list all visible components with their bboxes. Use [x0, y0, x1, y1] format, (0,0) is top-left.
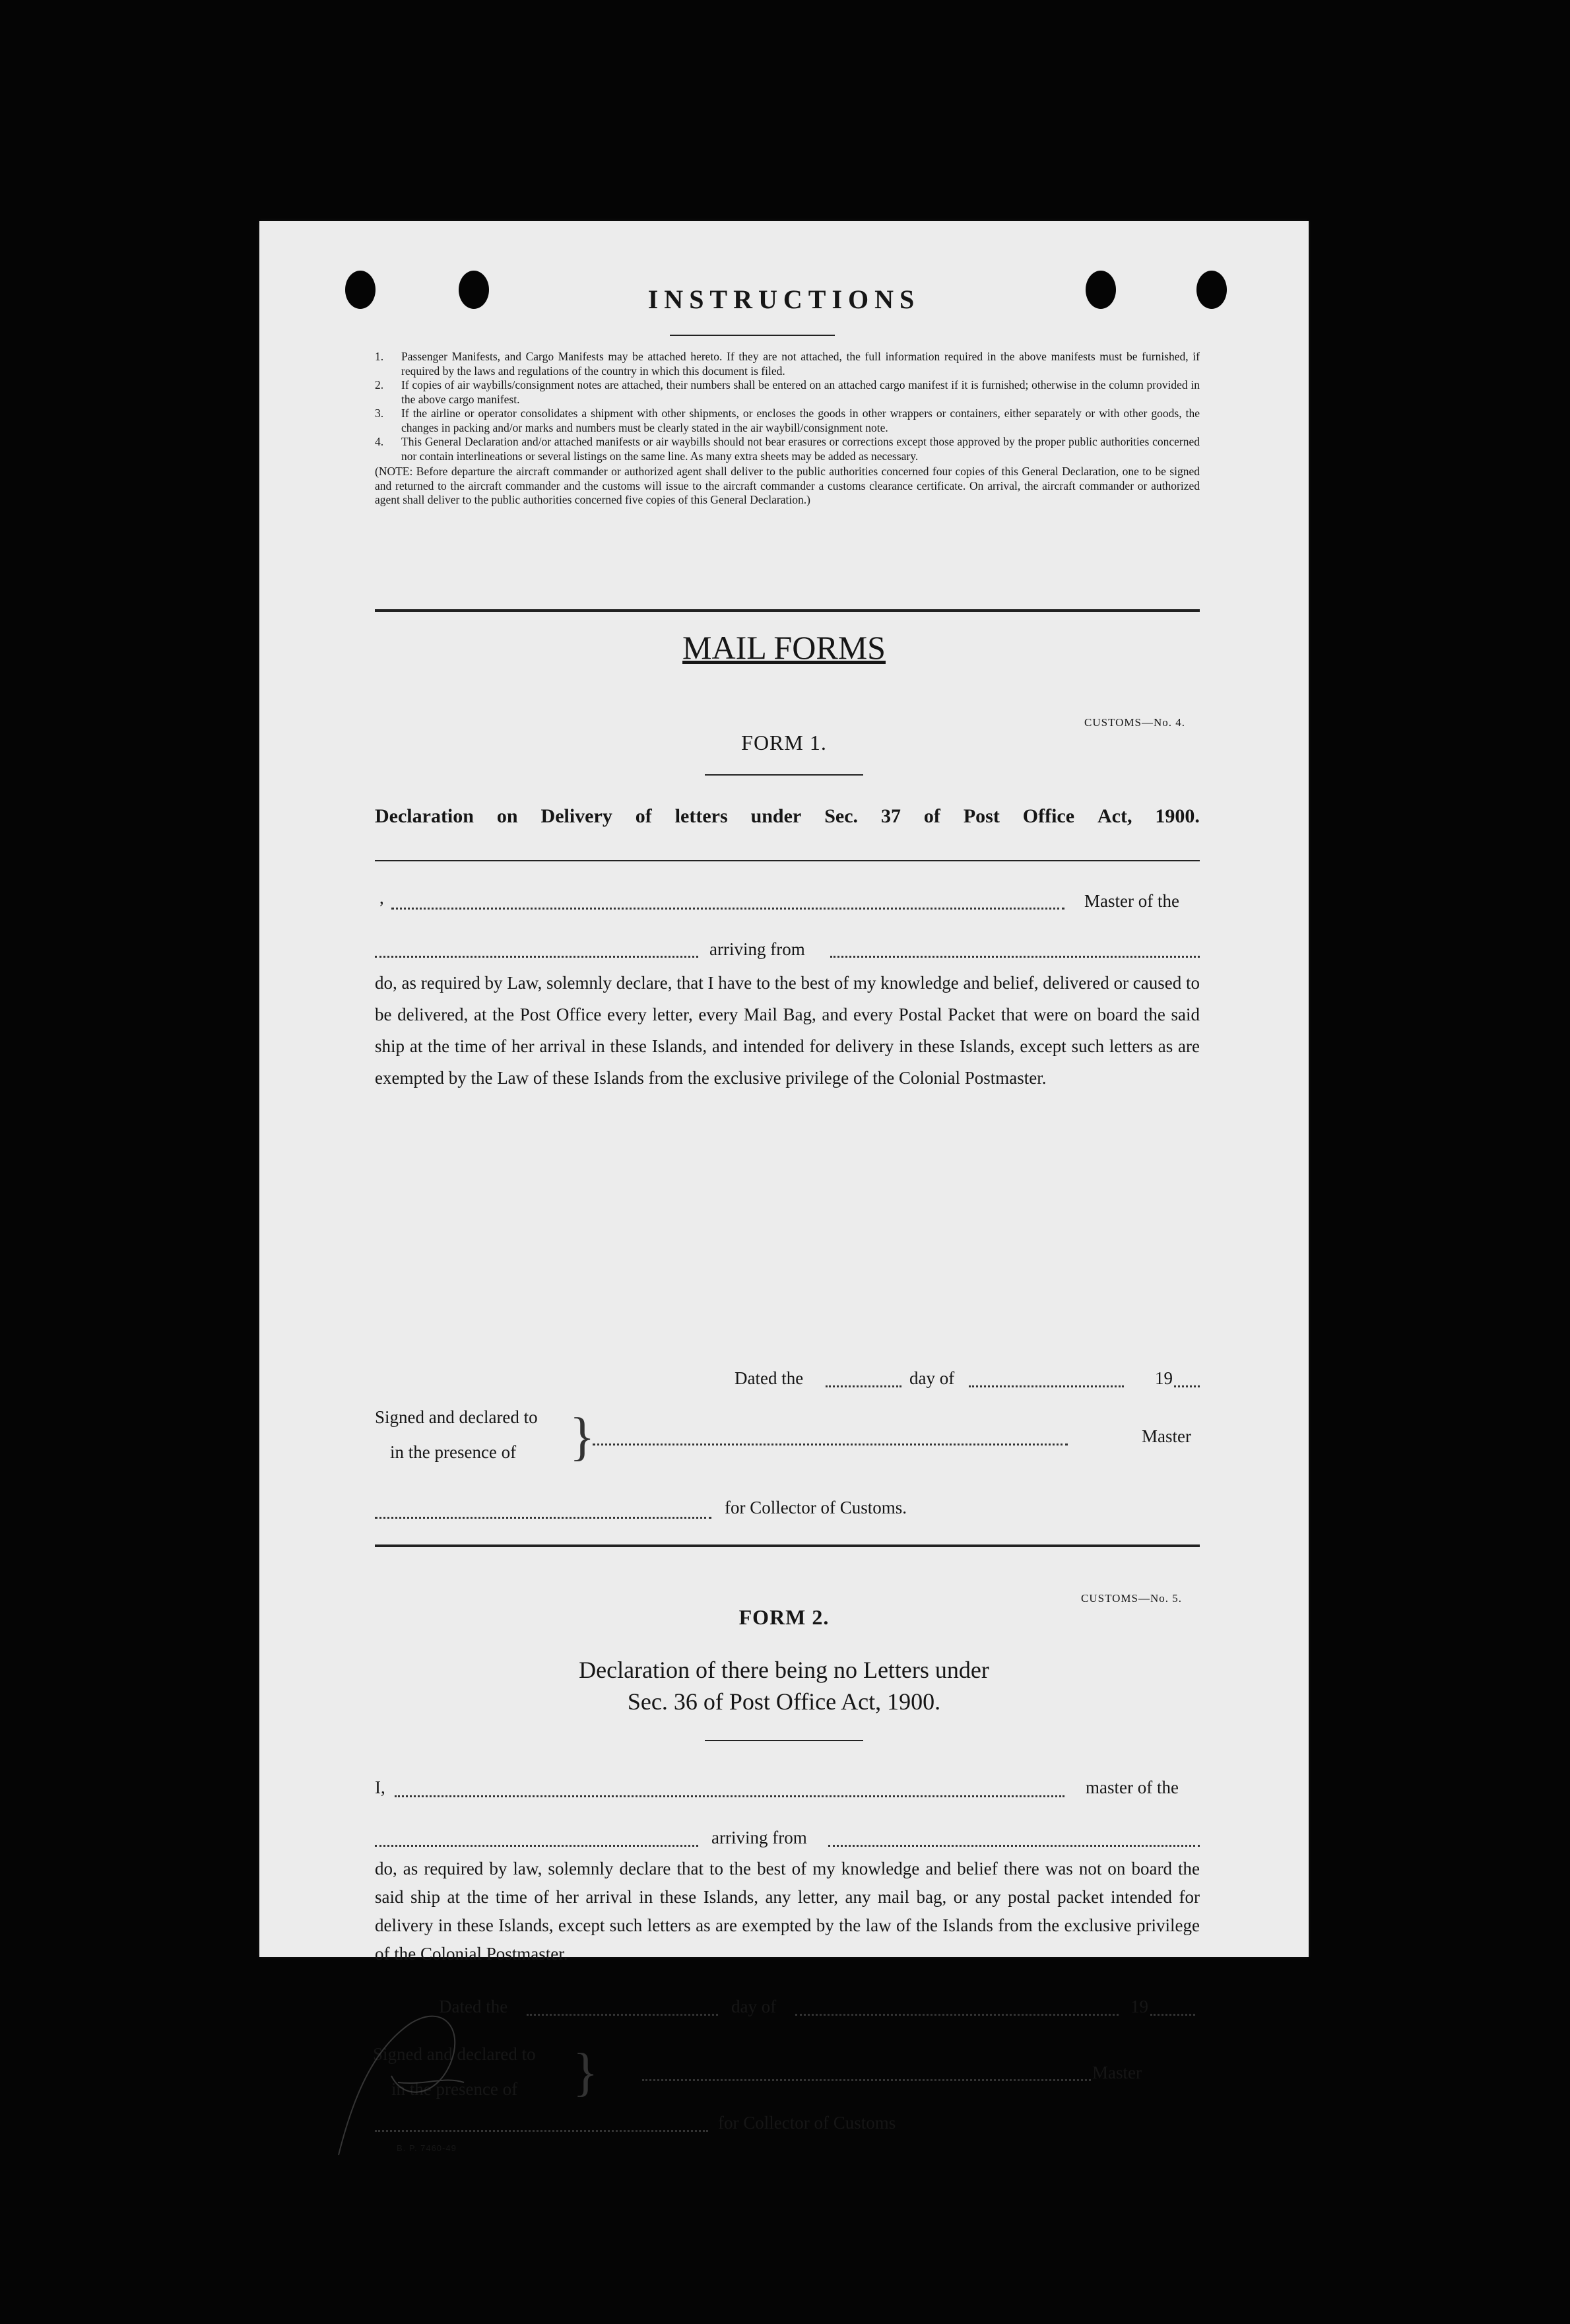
- form2-signed-line1: Signed and declared to: [373, 2044, 536, 2064]
- instruction-text: If the airline or operator consolidates a shipment with other shipments, or encloses the goods in other wrappers or containers, either separately or with other goods, the changes in packing and/or marks and numbers must be clearly stated in the air waybill/consignment note.: [401, 407, 1200, 434]
- instruction-text: This General Declaration and/or attached manifests or air waybills should not bear erasures or corrections except those approved by the proper public authorities concerned nor contain interlineations or several listings on the same line. As many extra sheets may be added as necessary.: [401, 435, 1200, 463]
- form2-day-field[interactable]: [527, 2014, 718, 2016]
- form2-title-underline: [705, 1740, 863, 1741]
- form2-collector-label: for Collector of Customs: [718, 2113, 896, 2133]
- instructions-title: INSTRUCTIONS: [647, 284, 921, 314]
- heading-word: on: [496, 805, 518, 827]
- form2-month-field[interactable]: [795, 2014, 1119, 2016]
- form2-title-line1: Declaration of there being no Letters under: [579, 1657, 989, 1683]
- section-divider: [375, 609, 1200, 612]
- form1-collector-label: for Collector of Customs.: [725, 1498, 907, 1517]
- heading-word: under: [750, 805, 802, 827]
- form1-year-field[interactable]: [1174, 1385, 1200, 1387]
- instruction-number: 3.: [375, 407, 384, 420]
- form1-name-field[interactable]: [391, 908, 1064, 910]
- form1-label: FORM 1.: [741, 731, 827, 754]
- form2-origin-field[interactable]: [828, 1845, 1200, 1847]
- form1-month-field[interactable]: [969, 1385, 1124, 1387]
- instruction-item: [375, 378, 1200, 407]
- heading-word: Post: [963, 805, 1000, 827]
- instruction-number: 2.: [375, 378, 384, 391]
- form2-master-signature-field[interactable]: [642, 2079, 1091, 2081]
- heading-word: of: [635, 805, 652, 827]
- instruction-number: 1.: [375, 350, 384, 363]
- form2-label: FORM 2.: [738, 1605, 830, 1629]
- form1-day-of: day of: [909, 1368, 955, 1388]
- form2-dated-label: Dated the: [439, 1997, 508, 2016]
- form2-name-field[interactable]: [395, 1795, 1064, 1797]
- heading-word: Delivery: [540, 805, 612, 827]
- form1-origin-field[interactable]: [830, 956, 1200, 958]
- instruction-item: [375, 435, 1200, 463]
- heading-word: Sec.: [824, 805, 859, 827]
- heading-word: Act,: [1097, 805, 1132, 827]
- mail-forms-title: MAIL FORMS: [682, 629, 886, 666]
- instruction-item: [375, 350, 1200, 378]
- form2-customs-ref: CUSTOMS—No. 5.: [1081, 1592, 1183, 1605]
- form1-signed-line1: Signed and declared to: [375, 1407, 538, 1427]
- heading-word: 37: [880, 805, 901, 827]
- form2-body-text: do, as required by law, solemnly declare that to the best of my knowledge and belief there was not on board the said ship at the time of her arrival in these Islands, any letter, any mail bag, or any postal packet intended for delivery in these Islands, except such letters as are exempted by the law of the Islands from the exclusive privilege of the Colonial Postmaster.: [375, 1859, 1200, 1964]
- form2-ship-field[interactable]: [375, 1845, 698, 1847]
- brace-icon: }: [573, 2043, 599, 2102]
- heading-word: of: [923, 805, 940, 827]
- handwritten-mark: [312, 1970, 484, 2168]
- form1-day-field[interactable]: [826, 1385, 901, 1387]
- form1-arriving-from: arriving from: [709, 939, 805, 959]
- form2-signed-line2: in the presence of: [391, 2079, 518, 2099]
- instruction-text: If copies of air waybills/consignment notes are attached, their numbers shall be entered on an attached cargo manifest if it is furnished; otherwise in the column provided in the above cargo manifest.: [401, 378, 1200, 406]
- form1-heading-rule: [375, 860, 1200, 861]
- brace-icon: }: [570, 1408, 595, 1466]
- form1-year-label: 19: [1155, 1368, 1173, 1388]
- document-page: [259, 221, 1309, 2153]
- form2-day-of: day of: [731, 1997, 777, 2016]
- heading-word: letters: [674, 805, 728, 827]
- instruction-text: Passenger Manifests, and Cargo Manifests may be attached hereto. If they are not attached, the full information required in the above manifests must be furnished, if required by the laws and regulations of the country in which this document is filed.: [401, 350, 1200, 378]
- instruction-item: [375, 407, 1200, 435]
- heading-word: Declaration: [375, 805, 474, 827]
- form1-signed-line2: in the presence of: [390, 1442, 517, 1462]
- form-divider: [375, 1544, 1200, 1547]
- form1-master-label: Master: [1142, 1426, 1191, 1446]
- form1-line1-suffix: Master of the: [1084, 891, 1179, 911]
- form2-line1-prefix: I,: [375, 1777, 385, 1797]
- print-code: B. P. 7460-49: [397, 2143, 457, 2153]
- form1-master-signature-field[interactable]: [593, 1444, 1068, 1445]
- heading-word: Office: [1022, 805, 1075, 827]
- form1-line1-prefix: ,: [379, 888, 384, 908]
- form2-master-label: Master: [1092, 2063, 1142, 2082]
- form2-arriving-from: arriving from: [711, 1828, 807, 1847]
- form2-title-line2: Sec. 36 of Post Office Act, 1900.: [627, 1688, 941, 1715]
- form2-line1-suffix: master of the: [1086, 1777, 1179, 1797]
- form2-year-field[interactable]: [1150, 2014, 1195, 2016]
- form1-label-underline: [705, 774, 863, 776]
- form1-dated-label: Dated the: [735, 1368, 804, 1388]
- form1-collector-field[interactable]: [375, 1517, 711, 1519]
- instructions-note: (NOTE: Before departure the aircraft commander or authorized agent shall deliver to the public authorities concerned four copies of this General Declaration, one to be signed and returned to the aircraft commander and the customs will issue to the aircraft commander a customs clearance certificate. On arrival, the aircraft commander or authorized agent shall deliver to the public authorities concerned five copies of this General Declaration.): [375, 465, 1200, 506]
- form2-year-label: 19: [1130, 1997, 1148, 2016]
- form1-declaration-heading: [375, 805, 1200, 828]
- instructions-list: [375, 350, 1200, 508]
- title-underline: [670, 335, 835, 336]
- form1-customs-ref: CUSTOMS—No. 4.: [1084, 716, 1186, 729]
- form1-body-text: do, as required by Law, solemnly declare, that I have to the best of my knowledge and belief, delivered or caused to be delivered, at the Post Office every letter, every Mail Bag, and every Postal Packet that were on board the said ship at the time of her arrival in these Islands, and intended for delivery in these Islands, except such letters as are exempted by the Law of these Islands from the exclusive privilege of the Colonial Postmaster.: [375, 973, 1200, 1088]
- heading-word: 1900.: [1155, 805, 1200, 827]
- instruction-number: 4.: [375, 435, 384, 448]
- form1-ship-field[interactable]: [375, 956, 698, 958]
